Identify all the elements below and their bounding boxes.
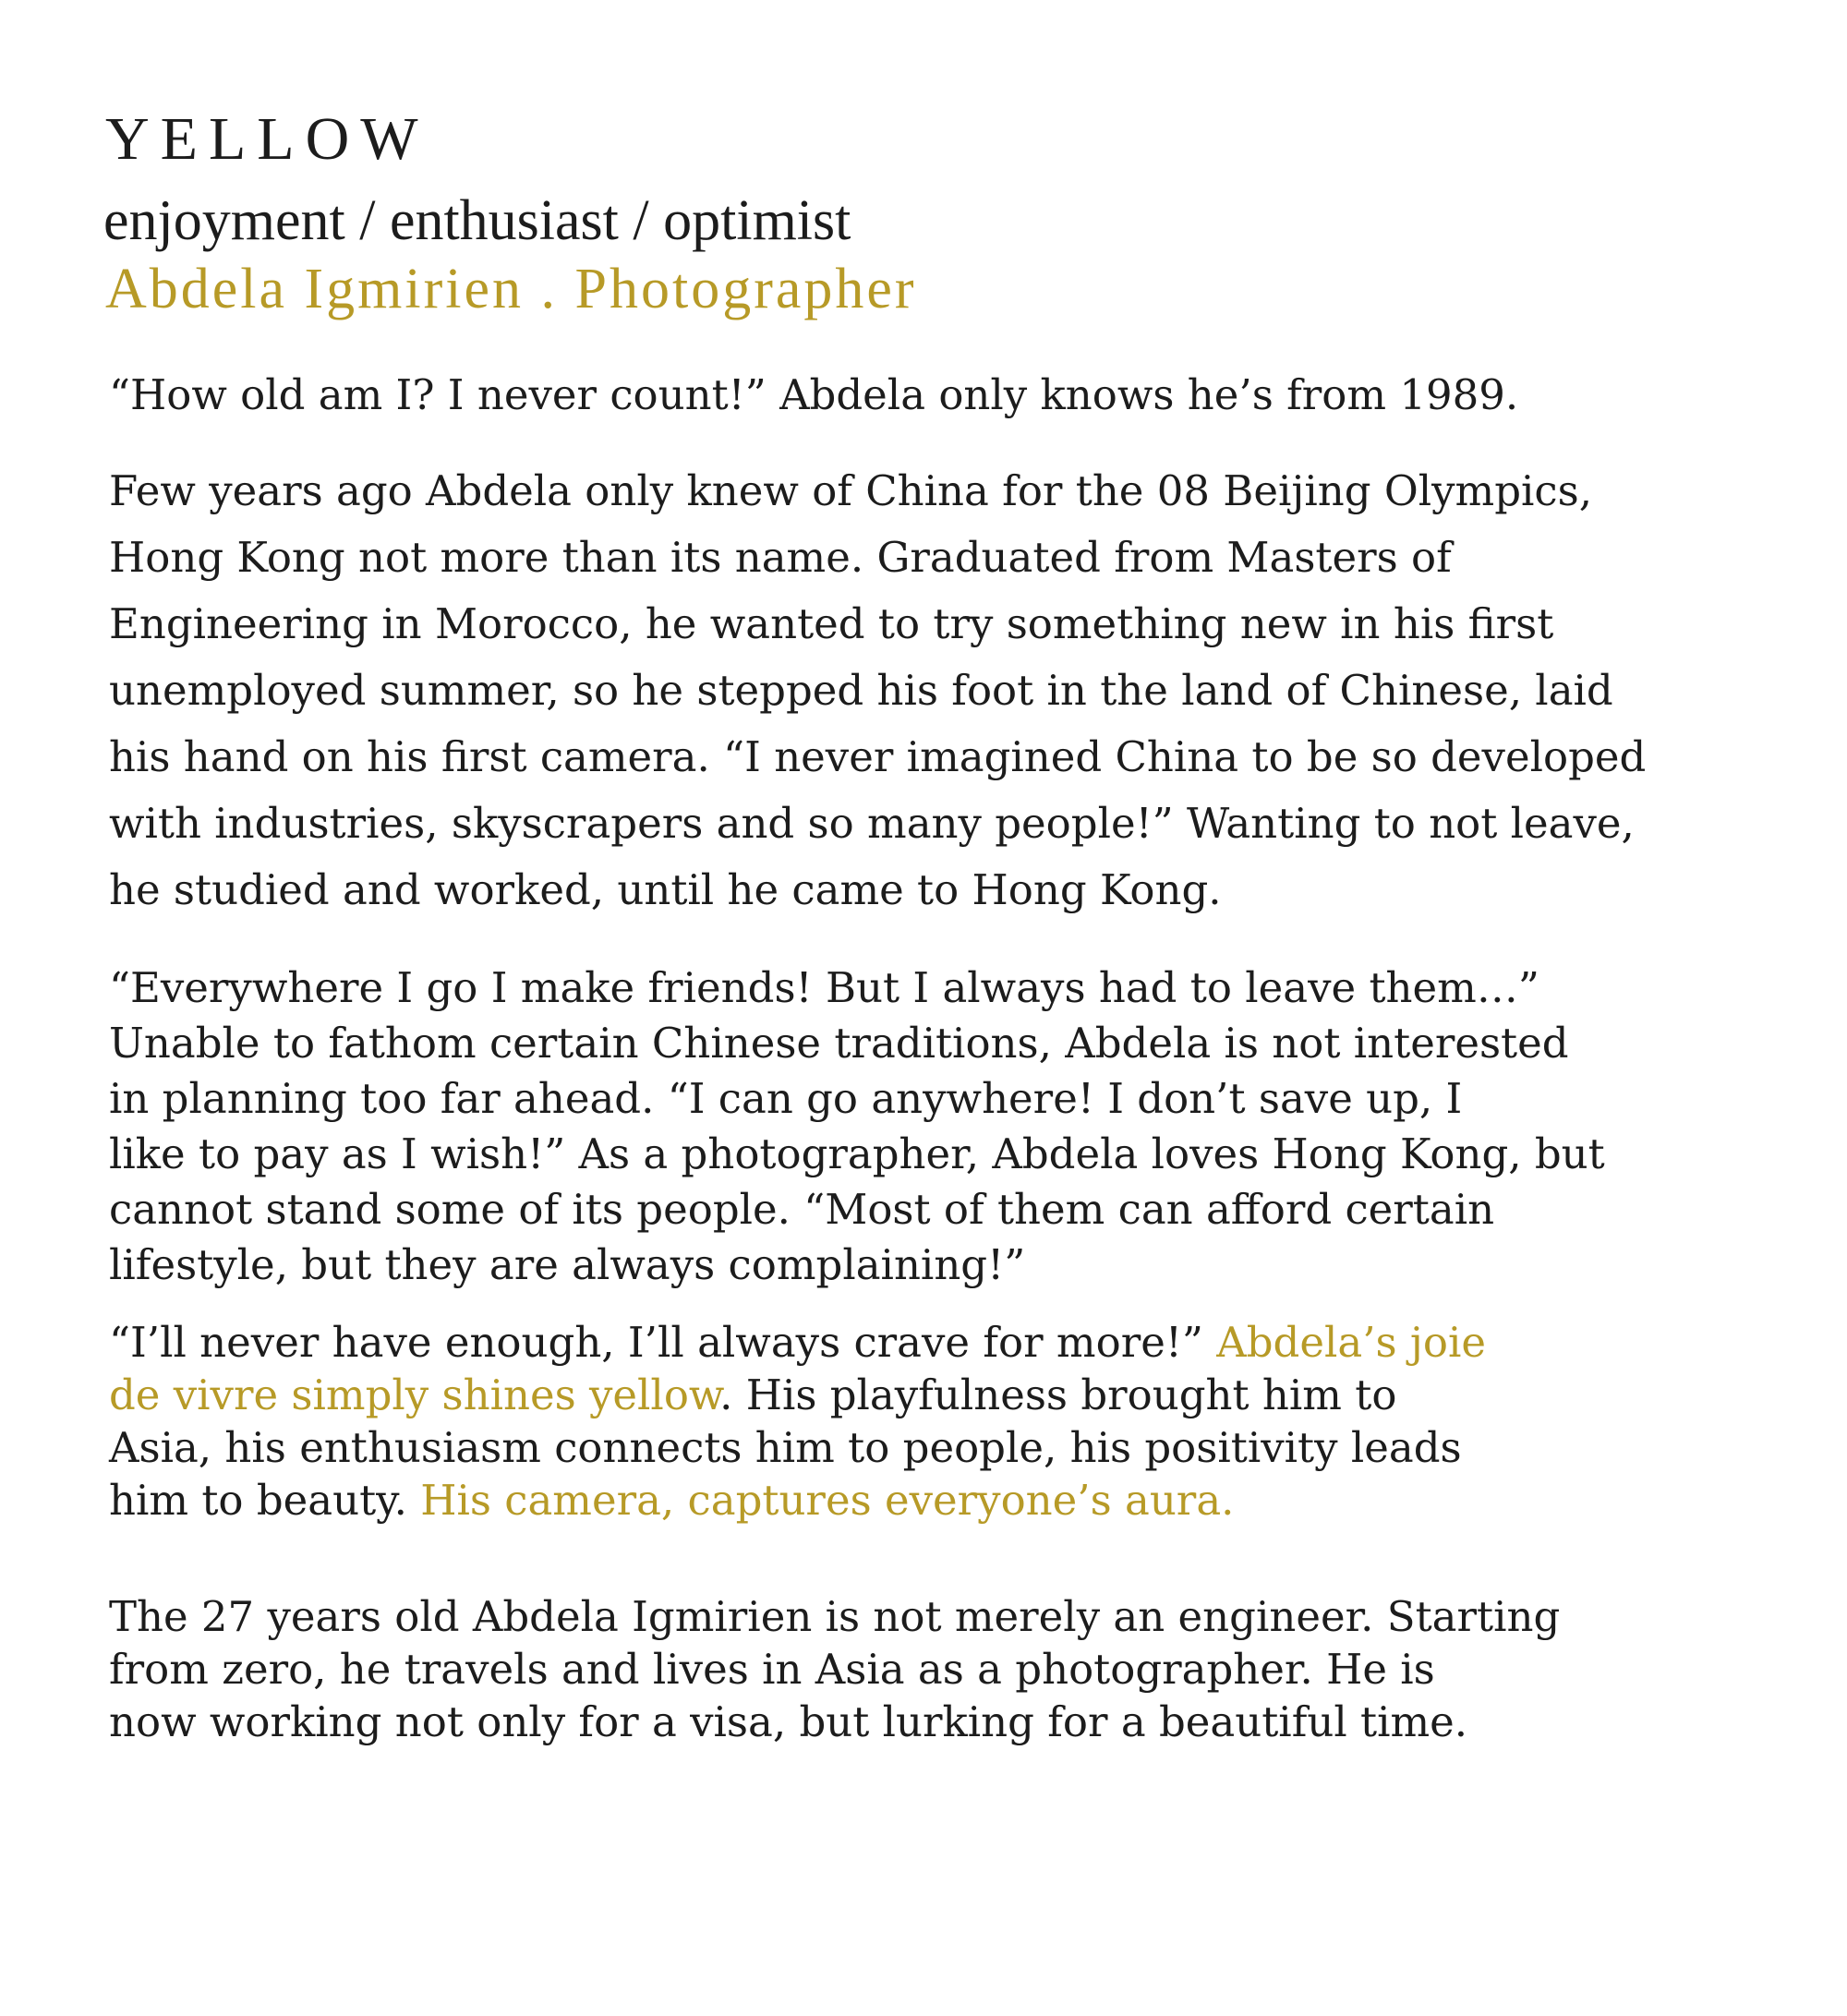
- highlighted-text: de vivre simply shines yellow: [109, 1370, 720, 1419]
- paragraph-line: in planning too far ahead. “I can go anywhere! I don’t save up, I: [109, 1074, 1463, 1123]
- paragraph-line: [109, 1369, 1486, 1421]
- paragraph-yellow: [109, 1316, 1486, 1527]
- paragraph-line: “How old am I? I never count!” Abdela only knows he’s from 1989.: [109, 370, 1519, 419]
- paragraph-line: Unable to fathom certain Chinese traditions, Abdela is not interested: [109, 1019, 1569, 1068]
- paragraph-line: unemployed summer, so he stepped his foot in the land of Chinese, laid: [109, 666, 1613, 715]
- paragraph-line: he studied and worked, until he came to Hong Kong.: [109, 865, 1222, 914]
- paragraph-line: Asia, his enthusiasm connects him to people, his positivity leads: [109, 1423, 1462, 1472]
- paragraph-background: [109, 458, 1646, 923]
- paragraph-line: Few years ago Abdela only knew of China for the 08 Beijing Olympics,: [109, 466, 1593, 515]
- body-text: . His playfulness brought him to: [719, 1370, 1397, 1419]
- paragraph-friends: [109, 960, 1605, 1293]
- paragraph-line: his hand on his first camera. “I never imagined China to be so developed: [109, 732, 1647, 781]
- paragraph-line: [109, 1316, 1486, 1369]
- quote-text: “I’ll never have enough, I’ll always crave for more!”: [109, 1318, 1217, 1367]
- paragraph-line: from zero, he travels and lives in Asia as a photographer. He is: [109, 1645, 1435, 1694]
- highlighted-text: His camera, captures everyone’s aura.: [420, 1476, 1235, 1525]
- keywords-subtitle: enjoyment / enthusiast / optimist: [103, 189, 851, 252]
- paragraph-intro: [109, 362, 1518, 429]
- body-text: him to beauty.: [109, 1476, 421, 1525]
- section-title: YELLOW: [105, 105, 429, 173]
- author-byline: Abdela Igmirien . Photographer: [105, 258, 917, 320]
- paragraph-line: [109, 1474, 1486, 1527]
- paragraph-line: like to pay as I wish!” As a photographer, Abdela loves Hong Kong, but: [109, 1129, 1605, 1178]
- highlighted-text: Abdela’s joie: [1216, 1318, 1486, 1367]
- paragraph-line: now working not only for a visa, but lurking for a beautiful time.: [109, 1697, 1468, 1746]
- paragraph-line: cannot stand some of its people. “Most of them can afford certain: [109, 1185, 1495, 1234]
- paragraph-line: lifestyle, but they are always complaining!”: [109, 1240, 1026, 1289]
- paragraph-line: with industries, skyscrapers and so many people!” Wanting to not leave,: [109, 799, 1635, 848]
- paragraph-line: Engineering in Morocco, he wanted to try something new in his first: [109, 599, 1554, 648]
- paragraph-line: “Everywhere I go I make friends! But I always had to leave them…”: [109, 963, 1539, 1012]
- paragraph-conclusion: [109, 1590, 1560, 1748]
- paragraph-line: Hong Kong not more than its name. Graduated from Masters of: [109, 533, 1452, 582]
- paragraph-line: The 27 years old Abdela Igmirien is not merely an engineer. Starting: [109, 1592, 1561, 1641]
